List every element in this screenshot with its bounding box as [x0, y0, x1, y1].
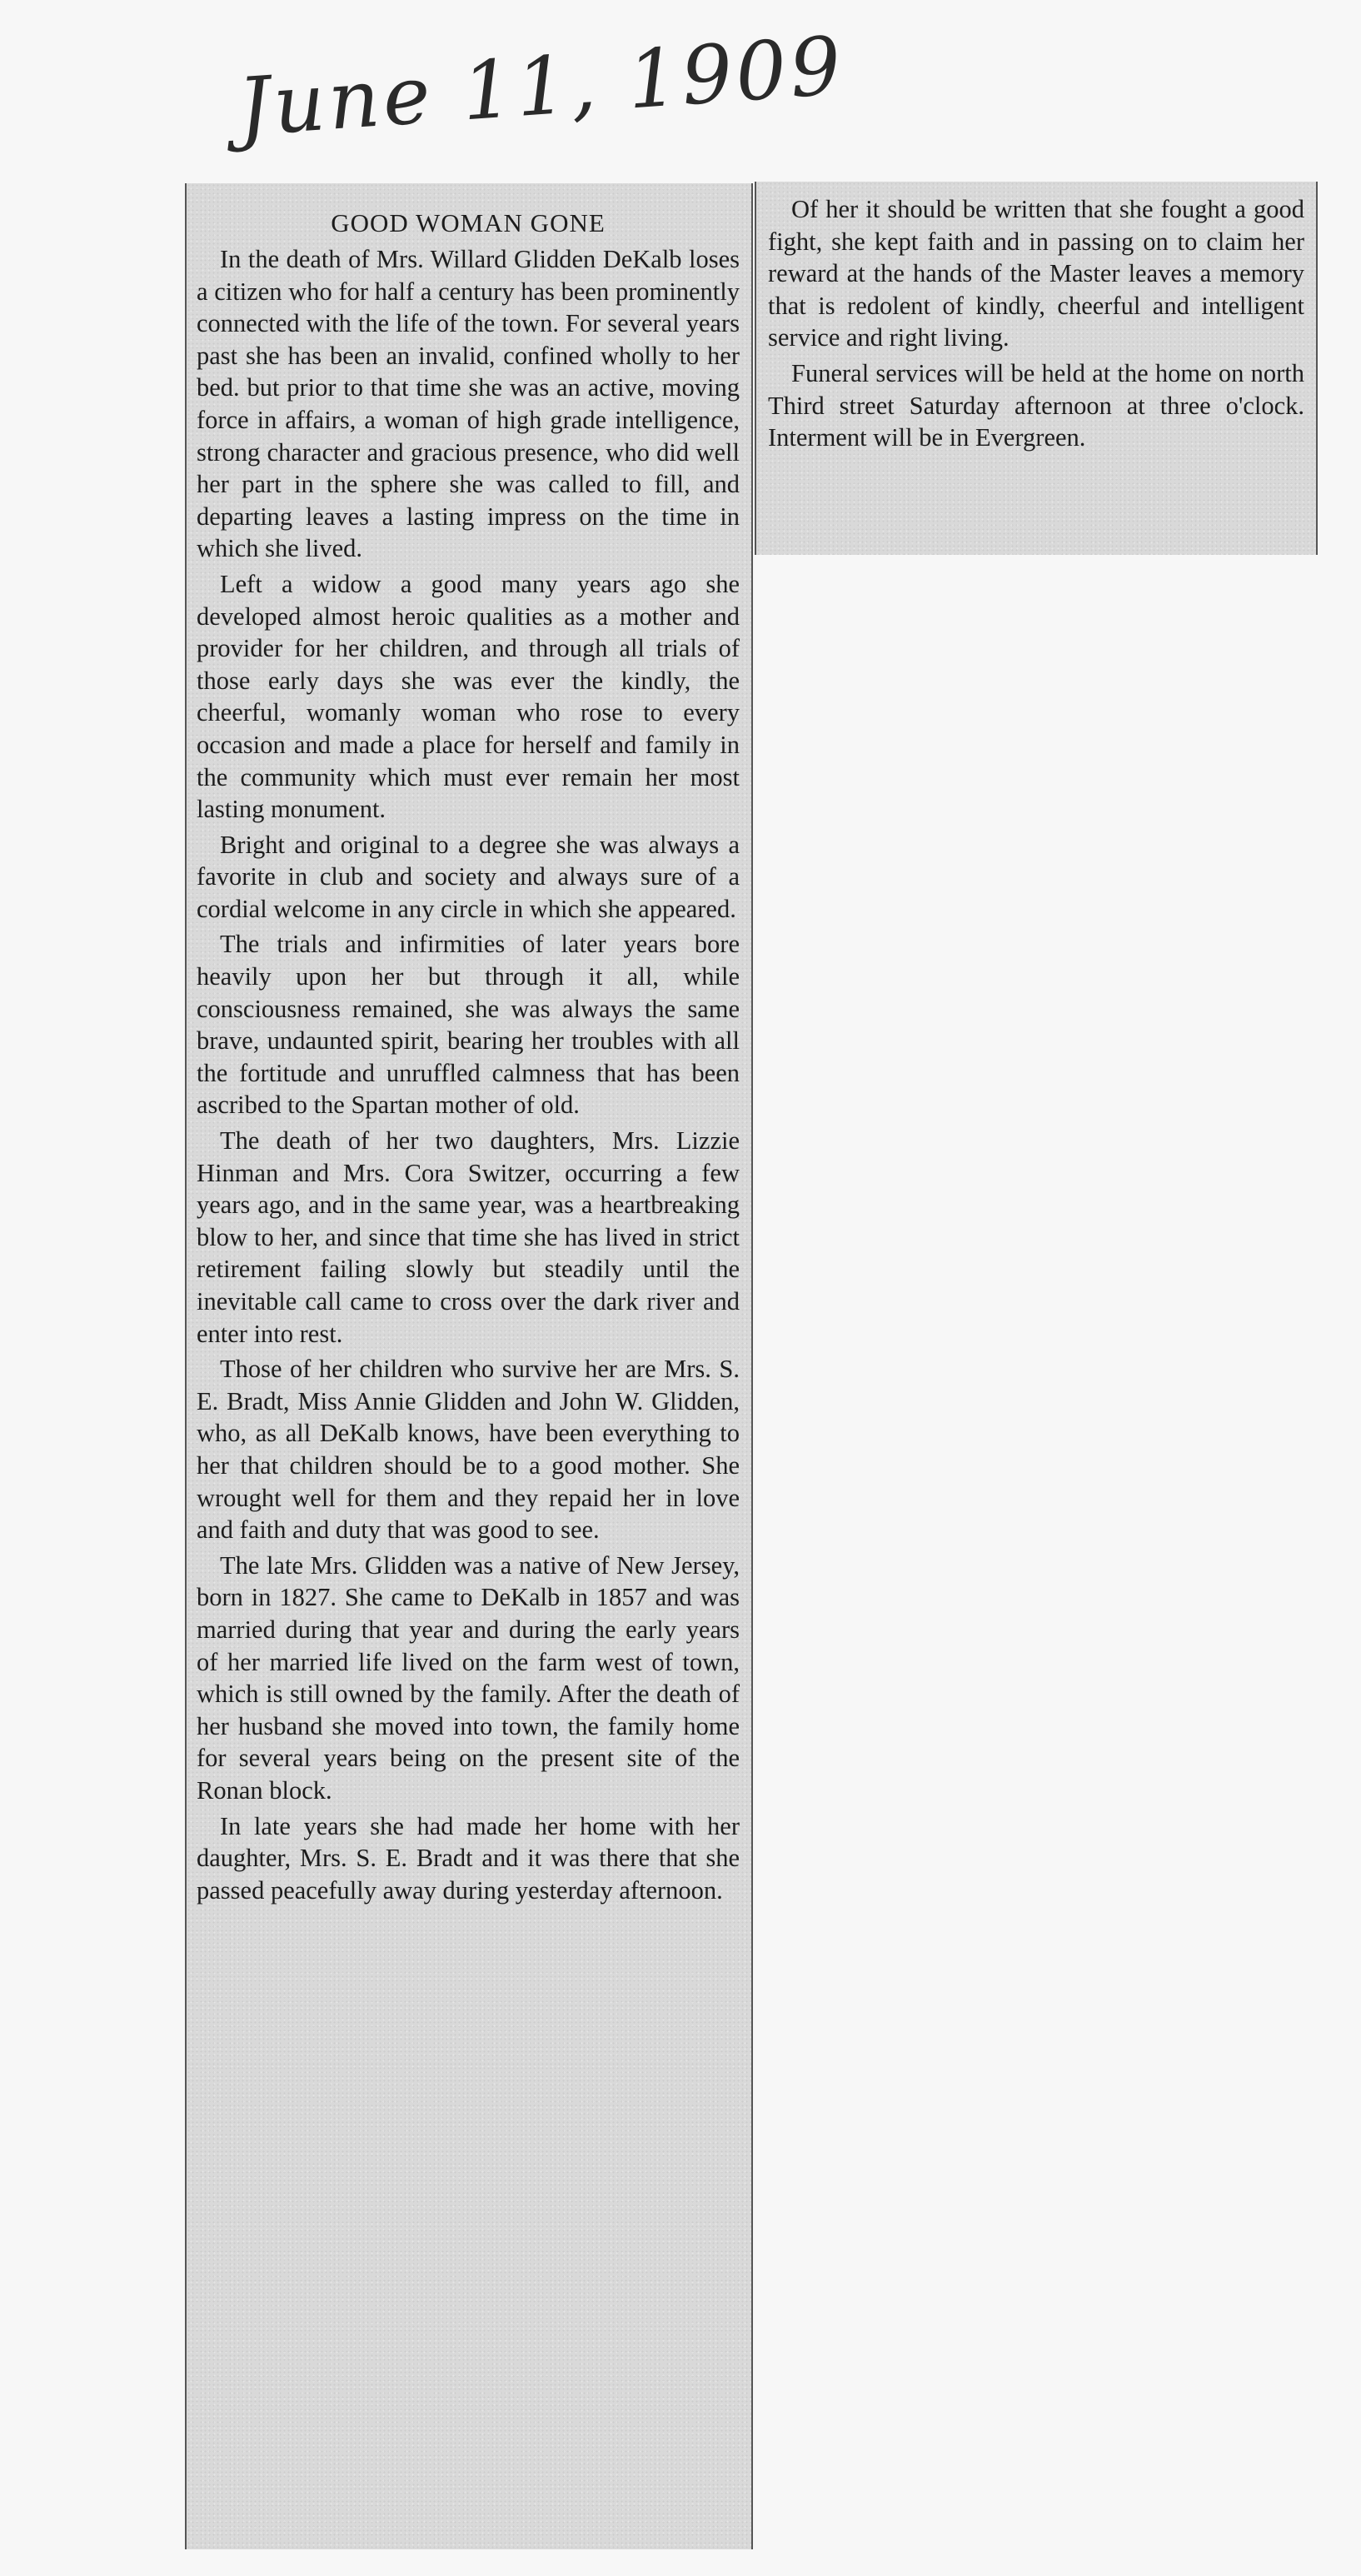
article-paragraph: The late Mrs. Glidden was a native of New Jersey, born in 1827. She came to DeKalb in 1857 and was married during that year and during the early years of her married life lived on the farm west of town, which is still owned by the family. After the death of her husband she moved into town, the family home for several years being on the present site of the Ronan block.: [197, 1550, 740, 1805]
article-paragraph: In late years she had made her home with her daughter, Mrs. S. E. Bradt and it was there that she passed peacefully away during yesterday afternoon.: [197, 1811, 740, 1905]
clipping-continuation-column: [755, 182, 1318, 555]
article-paragraph: Funeral services will be held at the home on north Third street Saturday afternoon at three o'clock. Interment will be in Evergreen.: [768, 358, 1304, 452]
article-paragraph: The trials and infirmities of later years bore heavily upon her but through it all, while consciousness remained, she was always the same brave, undaunted spirit, bearing her troubles with all the fortitude and unruffled calmness that has been ascribed to the Spartan mother of old.: [197, 930, 740, 1120]
article-paragraph: Of her it should be written that she fought a good fight, she kept faith and in passing on to claim her reward at the hands of the Master leaves a memory that is redolent of kindly, cheerful and intelligent service and right living.: [768, 195, 1304, 352]
article-paragraph: Bright and original to a degree she was always a favorite in club and society and always sure of a cordial welcome in any circle in which she appeared.: [197, 830, 740, 923]
article-paragraph: Left a widow a good many years ago she developed almost heroic qualities as a mother and provider for her children, and through all trials of those early days she was ever the kindly, the cheerful, womanly woman who rose to every occasion and made a place for herself and family in the community which must ever remain her most lasting monument.: [197, 569, 740, 824]
article-paragraph: In the death of Mrs. Willard Glidden DeKalb loses a citizen who for half a century has been prominently connected with the life of the town. For several years past she has been an invalid, confined wholly to her bed. but prior to that time she was an active, moving force in affairs, a woman of high grade intelligence, strong character and gracious presence, who did well her part in the sphere she was called to fill, and departing leaves a lasting impress on the time in which she lived.: [197, 245, 740, 563]
handwritten-date: June 11, 1909: [234, 18, 847, 155]
article-headline: GOOD WOMAN GONE: [331, 208, 606, 237]
article-paragraph: The death of her two daughters, Mrs. Lizzie Hinman and Mrs. Cora Switzer, occurring a few years ago, and in the same year, was a heartbreaking blow to her, and since that time she has lived in strict retirement failing slowly but steadily until the inevitable call came to cross over the dark river and enter into rest.: [197, 1126, 740, 1348]
clipping-main-column: [185, 183, 753, 2549]
article-paragraph: Those of her children who survive her are Mrs. S. E. Bradt, Miss Annie Glidden and John W. Glidden, who, as all DeKalb knows, have been everything to her that children should be to a good mother. She wrought well for them and they repaid her in love and faith and duty that was good to see.: [197, 1355, 740, 1545]
